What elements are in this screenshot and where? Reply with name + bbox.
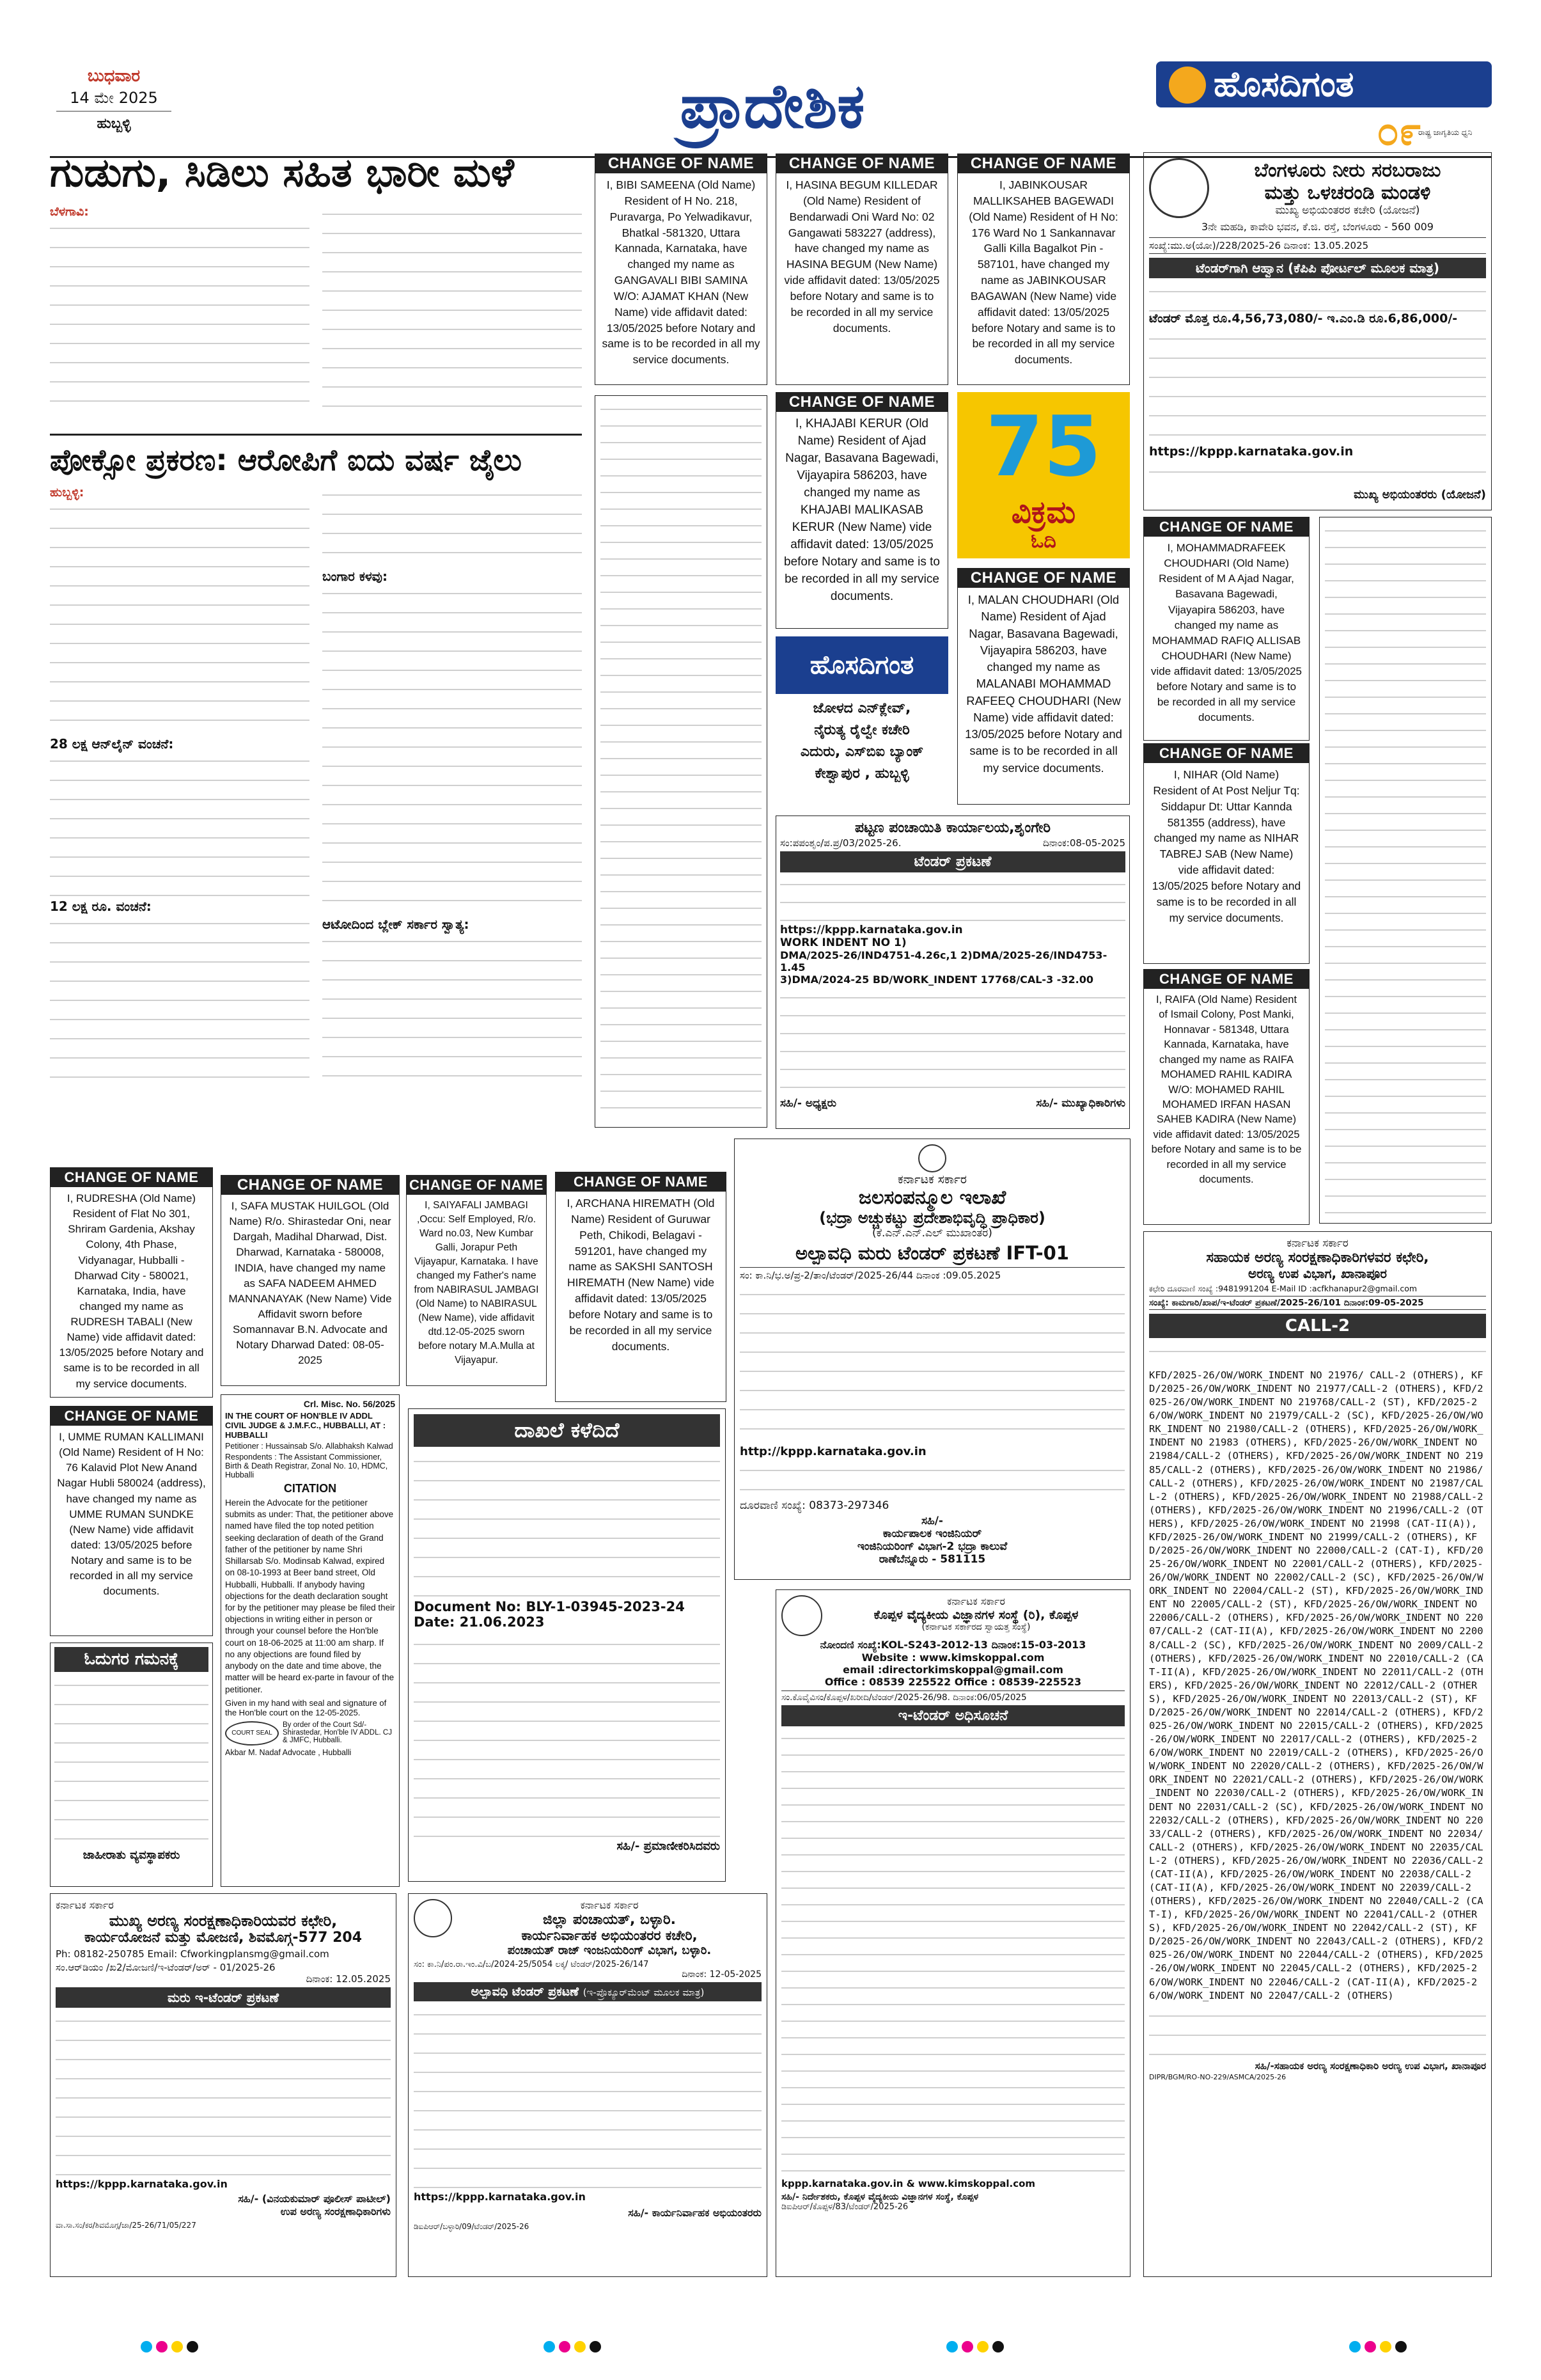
tender-office: ಮುಖ್ಯ ಅರಣ್ಯ ಸಂರಕ್ಷಣಾಧಿಕಾರಿಯವರ ಕಛೇರಿ, bbox=[109, 1912, 338, 1930]
tender-office: ಪಟ್ಟಣ ಪಂಚಾಯಿತಿ ಕಾರ್ಯಾಲಯ,ಶೃಂಗೇರಿ bbox=[855, 820, 1051, 836]
tender-phone: ದೂರವಾಣಿ ಸಂಖ್ಯೆ: 08373-297346 bbox=[740, 1499, 889, 1512]
notice-body: I, SAIYAFALI JAMBAGI ,Occu: Self Employed, R/o. Ward no.03, New Kumbar Galli, Jorapur Peth Vijayapur, Karnataka. I have changed my Father's name from NABIRASUL JAMBAGI (Old Name) to NABIRASUL (New Name), vide affidavit dtd.12-05-2025 sworn before notary M.A.Mulla at Vijayapur. bbox=[414, 1200, 539, 1366]
promo-paper-name: ಹೊಸದಿಗಂತ bbox=[810, 650, 914, 680]
change-of-name-notice bbox=[50, 1167, 213, 1398]
story-dateline: ಬೆಳಗಾವಿ: bbox=[50, 205, 89, 219]
tender-sub: ಮುಖ್ಯ ಅಭಿಯಂತರರ ಕಚೇರಿ (ಯೋಜನೆ) bbox=[1275, 204, 1420, 217]
notice-text-placeholder bbox=[414, 1452, 720, 1599]
work-indent: 3)DMA/2024-25 BD/WORK_INDENT 17768/CAL-3 -32.00 bbox=[780, 973, 1094, 986]
hosadiganta-promo[interactable] bbox=[776, 636, 948, 809]
notice-heading: CHANGE OF NAME bbox=[958, 154, 1129, 173]
court-name: IN THE COURT OF HON'BLE IV ADDL CIVIL JUDGE & J.M.F.C., HUBBALLI, AT : HUBBALLI bbox=[225, 1411, 386, 1440]
story-rain bbox=[50, 147, 582, 429]
tender-ref: ಸಂಖ್ಯೆ:ಮು.ಅ(ಯೋ)/228/2025-26 ದಿನಾಂಕ: 13.05.2025 bbox=[1149, 237, 1486, 254]
change-of-name-notice bbox=[957, 154, 1130, 385]
tender-office: ಸಹಾಯಕ ಅರಣ್ಯ ಸಂರಕ್ಷಣಾಧಿಕಾರಿಗಳವರ ಕಛೇರಿ, bbox=[1206, 1250, 1429, 1266]
lost-document-notice bbox=[408, 1408, 726, 1882]
tender-date: ದಿನಾಂಕ: 12.05.2025 bbox=[306, 1973, 391, 1985]
tender-text-placeholder bbox=[1149, 282, 1486, 311]
tender-banner: ಇ-ಟೆಂಡರ್ ಅಧಿಸೂಚನೆ bbox=[781, 1705, 1125, 1726]
kims-name: ಕೊಪ್ಪಳ ವೈದ್ಯಕೀಯ ವಿಜ್ಞಾನಗಳ ಸಂಸ್ಥೆ (ರಿ), ಕೊಪ್ಪಳ bbox=[873, 1608, 1079, 1622]
tender-gov: ಕರ್ನಾಟಕ ಸರ್ಕಾರ bbox=[580, 1899, 639, 1911]
tender-signature: ಸಹಿ/- ಕಾರ್ಯನಿರ್ವಾಹಕ ಅಭಿಯಂತರರು bbox=[628, 2207, 762, 2219]
notice-heading: CHANGE OF NAME bbox=[958, 569, 1129, 588]
tender-date: ದಿನಾಂಕ: 12-05-2025 bbox=[682, 1969, 762, 1980]
tender-signature: ಇಂಜಿನಿಯರಿಂಗ್ ವಿಭಾಗ-2 ಭದ್ರಾ ಕಾಲುವೆ bbox=[857, 1540, 1008, 1553]
tender-text-placeholder bbox=[1149, 2006, 1486, 2058]
notice-heading: CHANGE OF NAME bbox=[51, 1168, 212, 1187]
petitioner: Petitioner : Hussainsab S/o. Allabhaksh Kalwad bbox=[225, 1442, 393, 1451]
tender-text-placeholder bbox=[1149, 329, 1486, 445]
case-number: Crl. Misc. No. 56/2025 bbox=[303, 1399, 395, 1409]
story-text-placeholder bbox=[322, 485, 582, 569]
city-label: ಹುಬ್ಬಳ್ಳಿ bbox=[97, 116, 131, 132]
kims-tender bbox=[776, 1589, 1130, 2277]
story-dateline: ಹುಬ್ಬಳ್ಳಿ: bbox=[50, 485, 84, 500]
tender-text-placeholder bbox=[414, 2005, 762, 2191]
story-subhead: ಆಟೋದಿಂದ ಬ್ಲೇಕ್ ಸರ್ಕಾರ ಸ್ವಾತ್ಯ: bbox=[322, 917, 469, 932]
document-number: Document No: BLY-1-03945-2023-24 Date: 21.06.2023 bbox=[414, 1599, 685, 1630]
tender-signature: ಸಹಿ/- bbox=[921, 1515, 943, 1527]
notice-text-placeholder bbox=[54, 1676, 208, 1848]
work-indent: WORK INDENT NO 1) bbox=[780, 936, 907, 949]
tender-signature: ಸಹಿ/- ಮುಖ್ಯಾಧಿಕಾರಿಗಳು bbox=[1036, 1097, 1125, 1110]
notice-body: I, ARCHANA HIREMATH (Old Name) Resident of Guruwar Peth, Chikodi, Belagavi - 591201, have changed my name as SAKSHI SANTOSH HIREMATH (New Name) vide affidavit dated: 13/05/2025 before Notary and same is to be recorded in all my service documents. bbox=[567, 1197, 715, 1353]
notice-body: I, NIHAR (Old Name) Resident of At Post Neljur Tq: Siddapur Dt: Uttar Kannda 581355 (address), have changed my name as NIHAR TABREJ SAB (New Name) vide affidavit dated: 13/05/2025 before Notary and same is to be recorded in all my service documents. bbox=[1152, 768, 1301, 924]
kppp-link[interactable]: https://kppp.karnataka.gov.in bbox=[414, 2191, 586, 2203]
tender-date: ದಿನಾಂಕ:08-05-2025 bbox=[1043, 837, 1125, 849]
tender-signature: ಮುಖ್ಯ ಅಭಿಯಂತರರು (ಯೋಜನೆ) bbox=[1354, 488, 1486, 501]
tender-emd: ಇ.ಎಂ.ಡಿ ರೂ.6,86,000/- bbox=[1327, 311, 1458, 326]
notice-body: I, RAIFA (Old Name) Resident of Ismail Colony, Post Manki, Honnavar - 581348, Uttara Kannada, Karnataka, have changed my name as RAIFA MOHAMED RAHIL KADIRA W/O: MOHAMED RAHIL MOHAMED IRFAN HASAN SAHEB KADIRA (New Name) vide affidavit dated: 13/05/2025 before Notary and same is to be recorded in all my service documents. bbox=[1151, 994, 1302, 1186]
date-label: 14 ಮೇ 2025 bbox=[70, 89, 158, 107]
vikrama-promo[interactable] bbox=[957, 392, 1130, 558]
kims-office: Office : 08539 225522 Office : 08539-225523 bbox=[824, 1676, 1082, 1688]
story-subhead: 28 ಲಕ್ಷ ಆನ್‌ಲೈನ್ ವಂಚನೆ: bbox=[50, 736, 174, 752]
tender-text-placeholder bbox=[1149, 1342, 1486, 1367]
tender-ref: ಸಂಖ್ಯೆ: ಕಾಮಗಾರಿ/ಖಾಪ/ಇ-ಟೆಂಡರ್ ಪ್ರಕಟಣೆ/2025-26/101 ದಿನಾಂಕ:09-05-2025 bbox=[1149, 1296, 1486, 1310]
tender-banner-sub: (ಇ-ಪ್ರೊಕ್ಯೂರ್‌ಮೆಂಟ್ ಮೂಲಕ ಮಾತ್ರ) bbox=[583, 1987, 705, 1998]
citation-title: CITATION bbox=[283, 1482, 337, 1495]
tender-text-placeholder bbox=[740, 1285, 1125, 1445]
change-of-name-notice bbox=[595, 154, 767, 385]
change-of-name-notice bbox=[50, 1406, 213, 1636]
change-of-name-notice bbox=[1143, 969, 1310, 1225]
promo-line: ಎದುರು, ಎಸ್‌ಬಿಐ ಬ್ಯಾಂಕ್ bbox=[800, 744, 924, 760]
kppp-link[interactable]: https://kppp.karnataka.gov.in bbox=[780, 924, 963, 936]
bwssb-tender bbox=[1143, 152, 1492, 510]
day-label: ಬುಧವಾರ bbox=[87, 67, 141, 86]
story-subhead: ಬಂಗಾರ ಕಳವು: bbox=[322, 569, 387, 584]
kims-email[interactable]: email :directorkimskoppal@gmail.com bbox=[843, 1664, 1063, 1676]
change-of-name-notice bbox=[776, 392, 948, 629]
notice-body: I, UMME RUMAN KALLIMANI (Old Name) Resident of H No: 76 Kalavid Plot New Anand Nagar Hubli 580024 (address), have changed my name as UMME RUMAN SUNDKE (New Name) vide affidavit dated: 13/05/2025 before Notary and same is to be recorded in all my service documents. bbox=[57, 1431, 206, 1598]
notice-body: I, MALAN CHOUDHARI (Old Name) Resident of Ajad Nagar, Basavana Bagewadi, Vijayapira 586203, have changed my name as MALANABI MOHAMMAD RAFEEQ CHOUDHARI (New Name) vide affidavit dated: 13/05/2025 before Notary and same is to be recorded in all my service documents. bbox=[965, 593, 1122, 775]
notice-heading: CHANGE OF NAME bbox=[1144, 517, 1309, 537]
tender-text-placeholder bbox=[781, 1730, 1125, 2178]
zp-emblem-icon bbox=[414, 1899, 452, 1937]
tender-footer: ಡಿಐಪಿಆರ್/ಬಳ್ಳಾರಿ/09/ಟೆಂಡರ್/2025-26 bbox=[414, 2222, 529, 2231]
tender-title: ಬೆಂಗಳೂರು ನೀರು ಸರಬರಾಜು bbox=[1254, 159, 1441, 182]
tender-ref: ಸಂ.ಆರ್‌ಡಿಯಂ /ಖ2/ಮೋಜಣಿ/ಇ-ಟೆಂಡರ್/ಅರ್ - 01/2025-26 bbox=[56, 1962, 276, 1973]
story-text-placeholder bbox=[322, 932, 582, 1092]
logo-emblem-icon bbox=[1169, 67, 1206, 104]
tender-gov: ಕರ್ನಾಟಕ ಸರ್ಕಾರ bbox=[1287, 1237, 1349, 1250]
tender-text-placeholder bbox=[56, 2012, 391, 2178]
tender-banner: ಟೆಂಡರ್ ಪ್ರಕಟಣೆ bbox=[780, 851, 1125, 872]
readers-title: ಓದುಗರ ಗಮನಕ್ಕೆ bbox=[54, 1647, 208, 1672]
tender-text-placeholder bbox=[1149, 462, 1486, 488]
kppp-link[interactable]: https://kppp.karnataka.gov.in bbox=[1149, 445, 1354, 459]
tender-ref: ಸಂ: ಕಾ.ನಿ/ಭ.ಅ/ಪ್ರ-2/ತಾಂ/ಟೆಂಡರ್/2025-26/44 ದಿನಾಂಕ :09.05.2025 bbox=[740, 1267, 1125, 1281]
paper-name: ಹೊಸದಿಗಂತ bbox=[1214, 64, 1354, 104]
tender-gov: ಕರ್ನಾಟಕ ಸರ್ಕಾರ bbox=[898, 1172, 967, 1186]
kppp-link[interactable]: http://kppp.karnataka.gov.in bbox=[740, 1445, 927, 1458]
water-tender bbox=[734, 1139, 1130, 1580]
kannada-court-notice bbox=[1319, 517, 1492, 1224]
tender-banner: ಮರು ಇ-ಟೆಂಡರ್ ಪ್ರಕಟಣೆ bbox=[56, 1987, 391, 2008]
tender-title: ಮತ್ತು ಒಳಚರಂಡಿ ಮಂಡಳಿ bbox=[1264, 182, 1431, 204]
readers-footer: ಜಾಹೀರಾತು ವ್ಯವಸ್ಥಾಪಕರು bbox=[82, 1848, 180, 1862]
citation-body: Herein the Advocate for the petitioner submits as under: That, the petitioner above named have filed the top noted petition seeking declaration of death of the Grand father of the petitioner by name Shri Shillarsab S/o. Modinsab Kalwad, expired on 08-10-1993 at Beer band street, Old Hubballi, Hubballi. If anybody having objections for the death declaration sought for by the petitioner may please be filed their objections in writing either in person or through your counsel before the Hon'ble court on 18-06-2025 at 11:00 am sharp. If no any objections are found filed by anybody on the date and time above, the matter will be heard ex-parte in favour of the petitioner. bbox=[225, 1498, 395, 1694]
notice-text-placeholder bbox=[600, 401, 762, 1117]
vikrama-75-logo: 75 bbox=[985, 398, 1102, 494]
notice-heading: CHANGE OF NAME bbox=[221, 1176, 399, 1195]
notice-heading: CHANGE OF NAME bbox=[556, 1172, 726, 1192]
change-of-name-notice bbox=[1143, 517, 1310, 741]
work-indent: DMA/2025-26/IND4751-4.26c,1 2)DMA/2025-26/IND4753-1.45 bbox=[780, 949, 1107, 973]
tender-address: 3ನೇ ಮಹಡಿ, ಕಾವೇರಿ ಭವನ, ಕೆ.ಜಿ. ರಸ್ತೆ, ಬೆಂಗಳೂರು - 560 009 bbox=[1201, 221, 1434, 233]
color-registration-marks bbox=[141, 2341, 1407, 2356]
section-title: ಪ್ರಾದೇಶಿಕ bbox=[680, 70, 865, 142]
story-text-placeholder bbox=[322, 205, 582, 416]
tender-title: ಅಲ್ಪಾವಧಿ ಮರು ಟೆಂಡರ್ ಪ್ರಕಟಣೆ IFT-01 bbox=[795, 1242, 1069, 1264]
kims-logo-icon bbox=[781, 1595, 822, 1636]
vikrama-title: ವಿಕ್ರಮ bbox=[1011, 494, 1076, 530]
vikrama-read: ಓದಿ bbox=[1031, 530, 1056, 553]
story-subhead: 12 ಲಕ್ಷ ರೂ. ವಂಚನೆ: bbox=[50, 899, 152, 914]
gov-emblem-icon bbox=[918, 1144, 946, 1172]
notice-heading: CHANGE OF NAME bbox=[51, 1407, 212, 1426]
tender-gov: ಕರ್ನಾಟಕ ಸರ್ಕಾರ bbox=[947, 1595, 1005, 1607]
tender-auth: (ಕೆ.ಎನ್.ಎನ್.ಎಲ್ ಮುಖಾಂತರ) bbox=[872, 1227, 992, 1240]
notice-heading: CHANGE OF NAME bbox=[776, 154, 948, 173]
khanapur-tender bbox=[1143, 1231, 1492, 2277]
tender-auth: (ಭದ್ರಾ ಅಚ್ಚುಕಟ್ಟು ಪ್ರದೇಶಾಭಿವೃದ್ಧಿ ಪ್ರಾಧಿಕಾರ) bbox=[819, 1209, 1045, 1227]
forest-tender bbox=[50, 1893, 396, 2277]
court-order: By order of the Court Sd/- Shirastedar, Hon'ble IV ADDL. CJ & JMFC, Hubballi. bbox=[283, 1721, 392, 1744]
promo-line: ನೈರುತ್ಯ ರೈಲ್ವೇ ಕಚೇರಿ bbox=[814, 722, 910, 738]
readers-note bbox=[50, 1643, 213, 1887]
court-seal-icon: COURT SEAL bbox=[225, 1721, 279, 1746]
paper-logo bbox=[1156, 61, 1492, 156]
tender-text-placeholder bbox=[740, 1461, 1125, 1499]
zp-tender bbox=[408, 1893, 767, 2277]
change-of-name-notice bbox=[406, 1175, 547, 1386]
kims-sub: (ಕರ್ನಾಟಕ ಸರ್ಕಾರದ ಸ್ವಾಯತ್ತ ಸಂಸ್ಥೆ) bbox=[921, 1622, 1031, 1632]
tender-signature: ಉಪ ಅರಣ್ಯ ಸಂರಕ್ಷಣಾಧಿಕಾರಿಗಳು bbox=[280, 2205, 391, 2218]
story-text-placeholder bbox=[50, 500, 309, 736]
court-citation bbox=[221, 1394, 400, 1887]
story-headline: ಪೋಕ್ಸೋ ಪ್ರಕರಣ: ಆರೋಪಿಗೆ ಐದು ವರ್ಷ ಜೈಲು bbox=[50, 443, 522, 477]
tender-ref: ಸಂ.ಕೊವೈವಿಸಂ/ಕೊಪ್ಪಳ/ಖರೀದಿ/ಟೆಂಡರ್/2025-26/98. ದಿನಾಂಕ:06/05/2025 bbox=[781, 1690, 1125, 1703]
tender-ref: ಸಂ: ಕಾ.ನಿ/ಪಂ.ರಾ.ಇಂ.ವಿ/ಬ/2024-25/5054 ಲಕ್ಕ/ ಟೆಂಡರ್/2025-26/147 bbox=[414, 1960, 649, 1969]
tender-amount: ಟೆಂಡರ್ ಮೊತ್ತ ರೂ.4,56,73,080/- bbox=[1149, 311, 1323, 326]
change-of-name-notice bbox=[957, 568, 1130, 805]
change-of-name-notice bbox=[776, 154, 948, 385]
tender-footer: DIPR/BGM/RO-NO-229/ASMCA/2025-26 bbox=[1149, 2072, 1287, 2081]
story-text-placeholder bbox=[322, 584, 582, 917]
notice-body: I, SAFA MUSTAK HUILGOL (Old Name) R/o. Shirastedar Oni, near Dargah, Madihal Dharwad, Dist. Dharwad, Karnataka - 580008, INDIA, have changed my name as SAFA NADEEM AHMED MANNANAYAK (New Name) Vide Affidavit sworn before Somannavar B.N. Advocate and Notary Dharwad Dated: 08-05-2025 bbox=[228, 1200, 392, 1367]
promo-line: ಜೋಳದ ಎನ್‌ಕ್ಲೇವ್, bbox=[813, 700, 911, 716]
tender-phone: Ph: 08182-250785 Email: Cfworkingplansmg@gmail.com bbox=[56, 1948, 329, 1960]
respondents: Respondents : The Assistant Commissioner, Birth & Death Registrar, Zonal No. 10, HDMC, Hubballi bbox=[225, 1453, 388, 1479]
tender-text-placeholder bbox=[780, 875, 1125, 924]
story-text-placeholder bbox=[50, 219, 309, 411]
kims-link[interactable]: kppp.karnataka.gov.in & www.kimskoppal.com bbox=[781, 2178, 1036, 2189]
work-indent-list: KFD/2025-26/OW/WORK_INDENT NO 21976/ CALL-2 (OTHERS), KFD/2025-26/OW/WORK_INDENT NO 21977/CALL-2 (OTHERS), KFD/2025-26/OW/WORK_INDENT NO 219768/CALL-2 (ST), KFD/2025-26/OW/WORK_INDENT NO 21979/CALL-2 (SC), KFD/2025-26/OW/WORK_INDENT NO 21980/CALL-2 (OTHERS), KFD/2025-26/OW/WORK_INDENT NO 21983 (OTHERS), KFD/2025-26/OW/WORK_INDENT NO 21984/CALL-2 (OTHERS), KFD/2025-26/OW/WORK_INDENT NO 21985/CALL-2 (OTHERS), KFD/2025-26/OW/WORK_INDENT NO 21986/CALL-2 (OTHERS), KFD/2025-26/OW/WORK_INDENT NO 21987/CALL-2 (OTHERS), KFD/2025-26/OW/WORK_INDENT NO 21988/CALL-2 (OTHERS), KFD/2025-26/OW/WORK_INDENT NO 21996/CALL-2 (OTHERS), KFD/2025-26/OW/WORK_INDENT NO 21998 (CAT-II(A)), KFD/2025-26/OW/WORK_INDENT NO 21999/CALL-2 (OTHERS), KFD/2025-26/OW/WORK_INDENT NO 22000/CALL-2 (CAT-I), KFD/2025-26/OW/WORK_INDENT NO 22001/CALL-2 (OTHERS), KFD/2025-26/OW/WORK_INDENT NO 22002/CALL-2 (SC), KFD/2025-26/OW/WORK_INDENT NO 22004/CALL-2 (ST), KFD/2025-26/OW/WORK_INDENT NO 22005/CALL-2 (ST), KFD/2025-26/OW/WORK_INDENT NO 22006/CALL-2 (OTHERS), KFD/2025-26/OW/WORK_INDENT NO 22007/CALL-2 (CAT-II(A), KFD/2025-26/OW/WORK_INDENT NO 22008/CALL-2 (SC), KFD/2025-26/OW/WORK_INDENT NO 2009/CALL-2 (OTHERS), KFD/2025-26/OW/WORK_INDENT NO 22010/CALL-2 (CAT-II(A), KFD/2025-26/OW/WORK_INDENT NO 22011/CALL-2 (OTHERS), KFD/2025-26/OW/WORK_INDENT NO 22012/CALL-2 (OTHERS), KFD/2025-26/OW/WORK_INDENT NO 22013/CALL-2 (ST), KFD/2025-26/OW/WORK_INDENT NO 22014/CALL-2 (OTHERS), KFD/2025-26/OW/WORK_INDENT NO 22015/CALL-2 (OTHERS), KFD/2025-26/OW/WORK_INDENT NO 22017/CALL-2 (OTHERS), KFD/2025-26/OW/WORK_INDENT NO 22019/CALL-2 (OTHERS), KFD/2025-26/OW/WORK_INDENT NO 22020/CALL-2 (OTHERS), KFD/2025-26/OW/WORK_INDENT NO 22021/CALL-2 (OTHERS), KFD/2025-26/OW/WORK_INDENT NO 22030/CALL-2 (OTHERS), KFD/2025-26/OW/WORK_INDENT NO 22031/CALL-2 (SC), KFD/2025-26/OW/WORK_INDENT NO 22032/CALL-2 (OTHERS), KFD/2025-26/OW/WORK_INDENT NO 22033/CALL-2 (OTHERS), KFD/2025-26/OW/WORK_INDENT NO 22034/CALL-2 (OTHERS), KFD/2025-26/OW/WORK_INDENT NO 22035/CALL-2 (OTHERS), KFD/2025-26/OW/WORK_INDENT NO 22036/CALL-2 (CAT-II(A), KFD/2025-26/OW/WORK_INDENT NO 22038/CALL-2 (CAT-II(A), KFD/2025-26/OW/WORK_INDENT NO 22039/CALL-2 (OTHERS), KFD/2025-26/OW/WORK_INDENT NO 22040/CALL-2 (CAT-I), KFD/2025-26/OW/WORK_INDENT NO 22041/CALL-2 (OTHERS), KFD/2025-26/OW/WORK_INDENT NO 22042/CALL-2 (ST), KFD/2025-26/OW/WORK_INDENT NO 22043/CALL-2 (OTHERS), KFD/2025-26/OW/WORK_INDENT NO 22044/CALL-2 (OTHERS), KFD/2025-26/OW/WORK_INDENT NO 22045/CALL-2 (OTHERS), KFD/2025-26/OW/WORK_INDENT NO 22046/CALL-2 (CAT-II(A), KFD/2025-26/OW/WORK_INDENT NO 22047/CALL-2 (OTHERS) bbox=[1149, 1369, 1483, 2001]
notice-body: I, BIBI SAMEENA (Old Name) Resident of H No. 218, Puravarga, Po Yelwadikavur, Bhatkal -581320, Uttara Kannada, Karnataka, have changed my name as GANGAVALI BIBI SAMINA W/O: AJAMAT KHAN (New Name) vide affidavit dated: 13/05/2025 before Notary and same is to be recorded in all my service documents. bbox=[602, 178, 760, 366]
story-pocso bbox=[50, 434, 582, 1137]
change-of-name-notice bbox=[221, 1175, 400, 1386]
change-of-name-notice bbox=[555, 1172, 726, 1402]
tender-footer: ವಾ.ಸಾ.ಸಂ/ಕರ/ಶಿವಮೊಗ್ಗ/ಜಾ/25-26/71/05/227 bbox=[56, 2221, 196, 2230]
notice-body: I, HASINA BEGUM KILLEDAR (Old Name) Resident of Bendarwadi Oni Ward No: 02 Gangawati 583227 (address), have changed my name as HASINA BEGUM (New Name) vide affidavit dated: 13/05/2025 before Notary and same is to be recorded in all my service documents. bbox=[784, 178, 940, 335]
notice-body: I, JABINKOUSAR MALLIKSAHEB BAGEWADI (Old Name) Resident of H No: 176 Ward No 1 Sankannavar Galli Killa Bagalkot Pin - 587101, have changed my name as JABINKOUSAR BAGAWAN (New Name) vide affidavit dated: 13/05/2025 before Notary and same is to be recorded in all my service documents. bbox=[969, 178, 1118, 366]
kannada-notice bbox=[595, 395, 767, 1128]
notice-heading: CHANGE OF NAME bbox=[1144, 970, 1309, 989]
kppp-link[interactable]: https://kppp.karnataka.gov.in bbox=[56, 2178, 228, 2190]
tender-footer: ಡಿಐಪಿಆರ್/ಕೊಪ್ಪಳ/83/ಟೆಂಡರ್/2025-26 bbox=[781, 2202, 909, 2212]
page-number: ೦೯ bbox=[1377, 109, 1421, 154]
tender-address: ಕಾರ್ಯಯೋಜನೆ ಮತ್ತು ಮೋಜಣಿ, ಶಿವಮೊಗ್ಗ-577 204 bbox=[84, 1930, 363, 1946]
advocate: Akbar M. Nadaf Advocate , Hubballi bbox=[225, 1747, 352, 1757]
notice-body: I, KHAJABI KERUR (Old Name) Resident of Ajad Nagar, Basavana Bagewadi, Vijayapira 586203, have changed my name as KHAJABI MALIKASAB KERUR (New Name) vide affidavit dated: 13/05/2025 before Notary and same is to be recorded in all my service documents. bbox=[784, 417, 940, 603]
notice-heading: CHANGE OF NAME bbox=[407, 1176, 546, 1195]
tender-address: ಅರಣ್ಯ ಉಪ ವಿಭಾಗ, ಖಾನಾಪೂರ bbox=[1248, 1266, 1387, 1281]
zp-sub: ಪಂಚಾಯತ್ ರಾಜ್ ಇಂಜನಿಯರಿಂಗ್ ವಿಭಾಗ, ಬಳ್ಳಾರಿ. bbox=[507, 1944, 712, 1957]
notice-title: ದಾಖಲೆ ಕಳೆದಿದೆ bbox=[414, 1414, 720, 1447]
tender-phone: ಕಛೇರಿ ದೂರವಾಣಿ ಸಂಖ್ಯೆ :9481991204 E-Mail ID :acfkhanapur2@gmail.com bbox=[1149, 1284, 1418, 1293]
tagline: ರಾಷ್ಟ್ರ ಜಾಗೃತಿಯ ಧ್ವನಿ bbox=[1418, 128, 1473, 137]
tender-signature: ಸಹಿ/- ಅಧ್ಯಕ್ಷರು bbox=[780, 1097, 837, 1110]
story-headline: ಗುಡುಗು, ಸಿಡಿಲು ಸಹಿತ ಭಾರೀ ಮಳೆ bbox=[50, 149, 514, 196]
notice-body: I, MOHAMMADRAFEEK CHOUDHARI (Old Name) Resident of M A Ajad Nagar, Basavana Bagewadi, Vijayapira 586203, have changed my name as MOHAMMAD RAFIQ ALLISAB CHOUDHARI (New Name) vide affidavit dated: 13/05/2025 before Notary and same is to be recorded in all my service documents. bbox=[1151, 542, 1302, 724]
promo-line: ಕೇಶ್ವಾಪುರ , ಹುಬ್ಬಳ್ಳಿ bbox=[815, 766, 909, 782]
story-text-placeholder bbox=[50, 914, 309, 1093]
story-text-placeholder bbox=[50, 752, 309, 899]
notice-heading: CHANGE OF NAME bbox=[776, 393, 948, 412]
tender-call: CALL-2 bbox=[1149, 1314, 1486, 1338]
tender-dept: ಜಲಸಂಪನ್ಮೂಲ ಇಲಾಖೆ bbox=[858, 1186, 1006, 1209]
govt-emblem-icon bbox=[1149, 158, 1209, 218]
notice-heading: CHANGE OF NAME bbox=[595, 154, 767, 173]
tender-signature: ಸಹಿ/- ನಿರ್ದೇಶಕರು, ಕೊಪ್ಪಳ ವೈದ್ಯಕೀಯ ವಿಜ್ಞಾನಗಳ ಸಂಸ್ಥೆ, ಕೊಪ್ಪಳ bbox=[781, 2192, 979, 2202]
promo-address bbox=[776, 698, 948, 807]
date-block bbox=[50, 67, 178, 156]
kims-reg: ನೋಂದಣಿ ಸಂಖ್ಯೆ:KOL-S243-2012-13 ದಿನಾಂಕ:15-03-2013 bbox=[820, 1639, 1086, 1651]
zp-office: ಕಾರ್ಯನಿರ್ವಾಹಕ ಅಭಿಯಂತರರ ಕಚೇರಿ, bbox=[521, 1928, 698, 1943]
tender-signature: ಕಾರ್ಯಪಾಲಕ ಇಂಜಿನಿಯರ್ bbox=[882, 1527, 982, 1540]
tender-signature: ಸಹಿ/- (ವಿನಯಕುಮಾರ್ ಪೂಲೀಸ್ ಪಾಟೀಲ್) bbox=[238, 2193, 391, 2205]
notice-text-placeholder bbox=[1325, 523, 1486, 1217]
tender-gov: ಕರ್ನಾಟಕ ಸರ್ಕಾರ bbox=[56, 1899, 114, 1911]
citation-given: Given in my hand with seal and signature of the Hon'ble court on the 12-05-2025. bbox=[225, 1698, 387, 1717]
zp-name: ಜಿಲ್ಲಾ ಪಂಚಾಯತ್, ಬಳ್ಳಾರಿ. bbox=[542, 1912, 677, 1928]
pp-tender bbox=[776, 816, 1130, 1129]
change-of-name-notice bbox=[1143, 743, 1310, 964]
tender-signature: ಸಹಿ/-ಸಹಾಯಕ ಅರಣ್ಯ ಸಂರಕ್ಷಣಾಧಿಕಾರಿ ಅರಣ್ಯ ಉಪ ವಿಭಾಗ, ಖಾನಾಪೂರ bbox=[1255, 2060, 1486, 2072]
masthead bbox=[50, 61, 1492, 156]
tender-text-placeholder bbox=[780, 988, 1125, 1097]
notice-body: I, RUDRESHA (Old Name) Resident of Flat No 301, Shriram Gardenia, Akshay Colony, 4th Phase, Vidyanagar, Hubballi - Dharwad City - 580021, Karnataka, India, have changed my name as RUDRESH TABALI (New Name) vide affidavit dated: 13/05/2025 before Notary and same is to be recorded in all my service documents. bbox=[59, 1192, 204, 1390]
notice-text-placeholder bbox=[414, 1635, 720, 1840]
tender-signature: ರಾಣೆಬೆನ್ನೂರು - 581115 bbox=[879, 1553, 986, 1566]
notice-signature: ಸಹಿ/- ಪ್ರಮಾಣೀಕರಿಸಿದವರು bbox=[616, 1840, 720, 1853]
notice-heading: CHANGE OF NAME bbox=[1144, 744, 1309, 763]
tender-banner: ಟೆಂಡರ್‌ಗಾಗಿ ಆಹ್ವಾನ (ಕೆಪಿಪಿ ಪೋರ್ಟಲ್ ಮೂಲಕ ಮಾತ್ರ) bbox=[1149, 258, 1486, 278]
kims-web[interactable]: Website : www.kimskoppal.com bbox=[861, 1651, 1045, 1664]
tender-banner: ಅಲ್ಪಾವಧಿ ಟೆಂಡರ್ ಪ್ರಕಟಣೆ bbox=[471, 1985, 579, 1999]
tender-ref: ಸಂ:ಪಪಂಶೃಂ/ಪ.ಪ್ರ/03/2025-26. bbox=[780, 837, 902, 849]
